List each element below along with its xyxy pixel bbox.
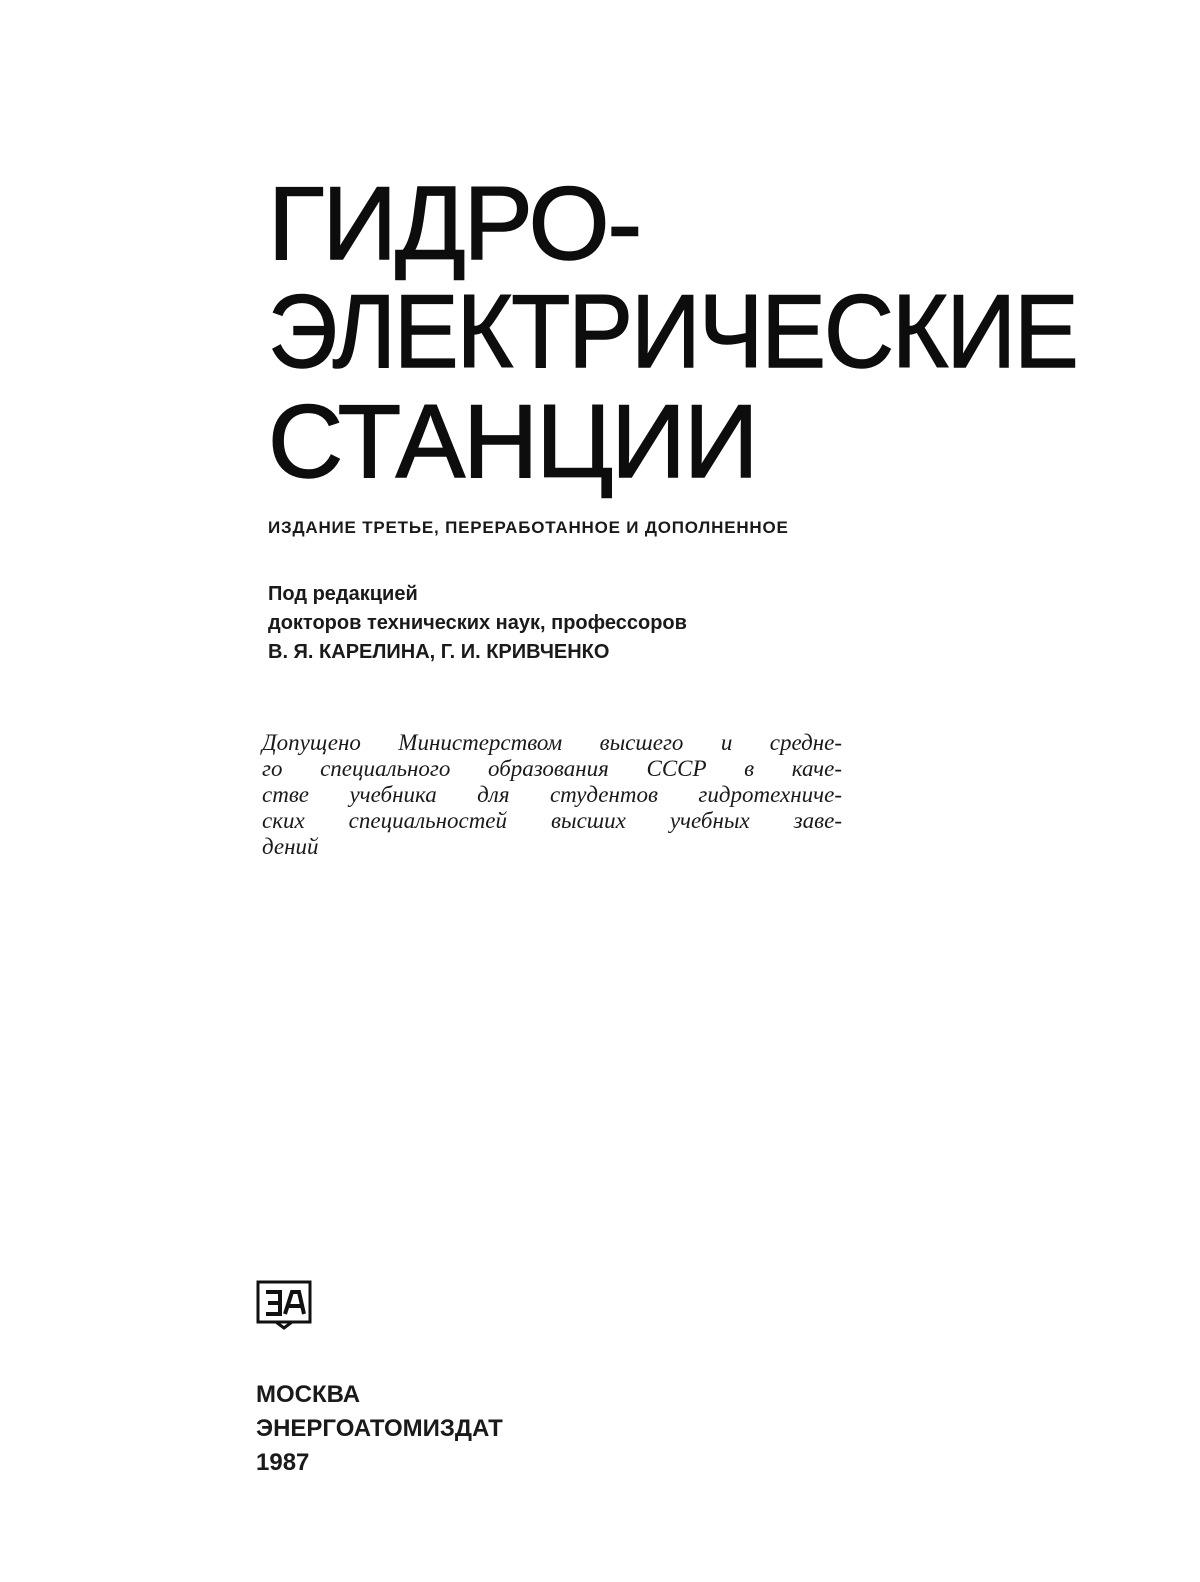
energoatomizdat-logo-icon	[256, 1280, 312, 1330]
imprint-block	[256, 1378, 503, 1480]
editors-line-3: В. Я. КАРЕЛИНА, Г. И. КРИВЧЕНКО	[268, 641, 610, 663]
approval-line-5: дений	[262, 834, 319, 859]
imprint-publisher: ЭНЕРГОАТОМИЗДАТ	[256, 1415, 503, 1442]
book-title-line-3: СТАНЦИИ	[268, 384, 757, 500]
editors-line-2: докторов технических наук, профессоров	[268, 612, 687, 634]
approval-line-1: Допущено Министерством высшего и средне-	[262, 730, 842, 755]
imprint-year: 1987	[256, 1449, 310, 1476]
book-title-line-1: ГИДРО-	[268, 166, 641, 282]
editors-line-1: Под редакцией	[268, 583, 418, 605]
approval-line-2: го специального образования СССР в каче-	[262, 756, 842, 781]
approval-line-3: стве учебника для студентов гидротехниче-	[262, 782, 842, 807]
imprint-city: МОСКВА	[256, 1381, 361, 1408]
book-title-line-2: ЭЛЕКТРИЧЕСКИЕ	[268, 274, 1077, 390]
approval-line-4: ских специальностей высших учебных заве-	[262, 808, 842, 833]
editors-block	[268, 580, 687, 667]
edition-statement: ИЗДАНИЕ ТРЕТЬЕ, ПЕРЕРАБОТАННОЕ И ДОПОЛНЕННОЕ	[268, 518, 789, 537]
approval-statement	[262, 730, 842, 860]
